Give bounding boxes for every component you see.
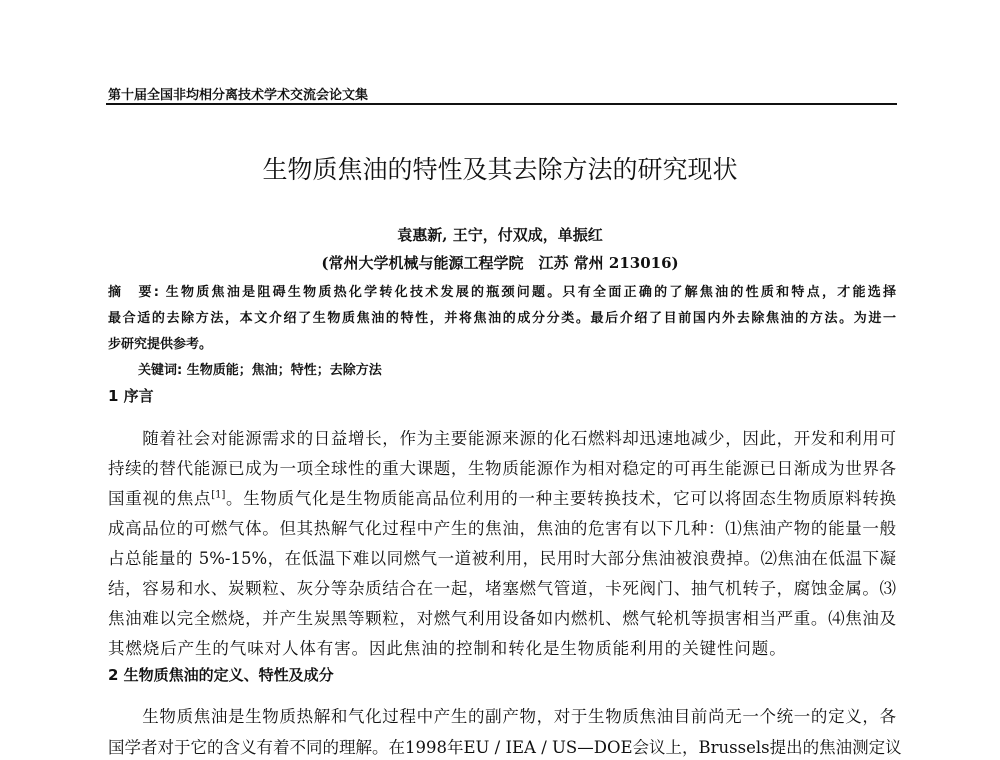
body-line: 其燃烧后产生的气味对人体有害。因此焦油的控制和转化是生物质能利用的关键性问题。: [108, 639, 787, 658]
body-line: 持续的替代能源已成为一项全球性的重大课题，生物质能源作为相对稳定的可再生能源已日渐成为世界各: [108, 459, 896, 478]
abstract-line: 步研究提供参考。: [108, 337, 213, 352]
abstract-line: 摘 要: 生物质焦油是阻碍生物质热化学转化技术发展的瓶颈问题。只有全面正确的了解焦油的性质和特点，才能选择: [108, 285, 896, 300]
affiliation: (常州大学机械与能源工程学院 江苏 常州 213016): [321, 254, 679, 272]
body-line: 国重视的焦点[1]。生物质气化是生物质能高品位利用的一种主要转换技术，它可以将固态生物质原料转换: [108, 489, 897, 508]
abstract-label: 摘 要:: [108, 285, 159, 300]
section-heading: 2 生物质焦油的定义、特性及成分: [108, 666, 334, 684]
body-line: 结，容易和水、炭颗粒、灰分等杂质结合在一起，堵塞燃气管道，卡死阀门、抽气机转子，腐蚀金属。⑶: [108, 579, 896, 598]
header-rule: [106, 103, 897, 105]
keywords-label: 关键词:: [138, 363, 183, 378]
keywords: 关键词: 生物质能；焦油；特性；去除方法: [138, 363, 382, 378]
section-heading: 1 序言: [108, 387, 154, 405]
citation[interactable]: [1]: [211, 489, 226, 501]
body-line: 国学者对于它的含义有着不同的理解。在1998年EU / IEA / US—DOE会议上，Brussels提出的焦油测定议: [108, 738, 902, 757]
body-line: 焦油难以完全燃烧，并产生炭黑等颗粒，对燃气利用设备如内燃机、燃气轮机等损害相当严重。⑷焦油及: [108, 609, 896, 628]
abstract-line: 最合适的去除方法，本文介绍了生物质焦油的特性，并将焦油的成分分类。最后介绍了目前国内外去除焦油的方法。为进一: [108, 311, 896, 326]
authors: 袁惠新, 王宁，付双成，单振红: [397, 226, 603, 244]
paper-title: 生物质焦油的特性及其去除方法的研究现状: [262, 155, 738, 184]
body-line: 随着社会对能源需求的日益增长，作为主要能源来源的化石燃料却迅速地减少，因此，开发和利用可: [108, 429, 896, 448]
body-line: 生物质焦油是生物质热解和气化过程中产生的副产物，对于生物质焦油目前尚无一个统一的定义，各: [108, 707, 896, 726]
body-line: 成高品位的可燃气体。但其热解气化过程中产生的焦油，焦油的危害有以下几种：⑴焦油产物的能量一般: [108, 519, 896, 538]
running-header: 第十届全国非均相分离技术学术交流会论文集: [108, 88, 369, 103]
body-line: 占总能量的 5%-15%，在低温下难以同燃气一道被利用，民用时大部分焦油被浪费掉。⑵焦油在低温下凝: [108, 549, 896, 568]
